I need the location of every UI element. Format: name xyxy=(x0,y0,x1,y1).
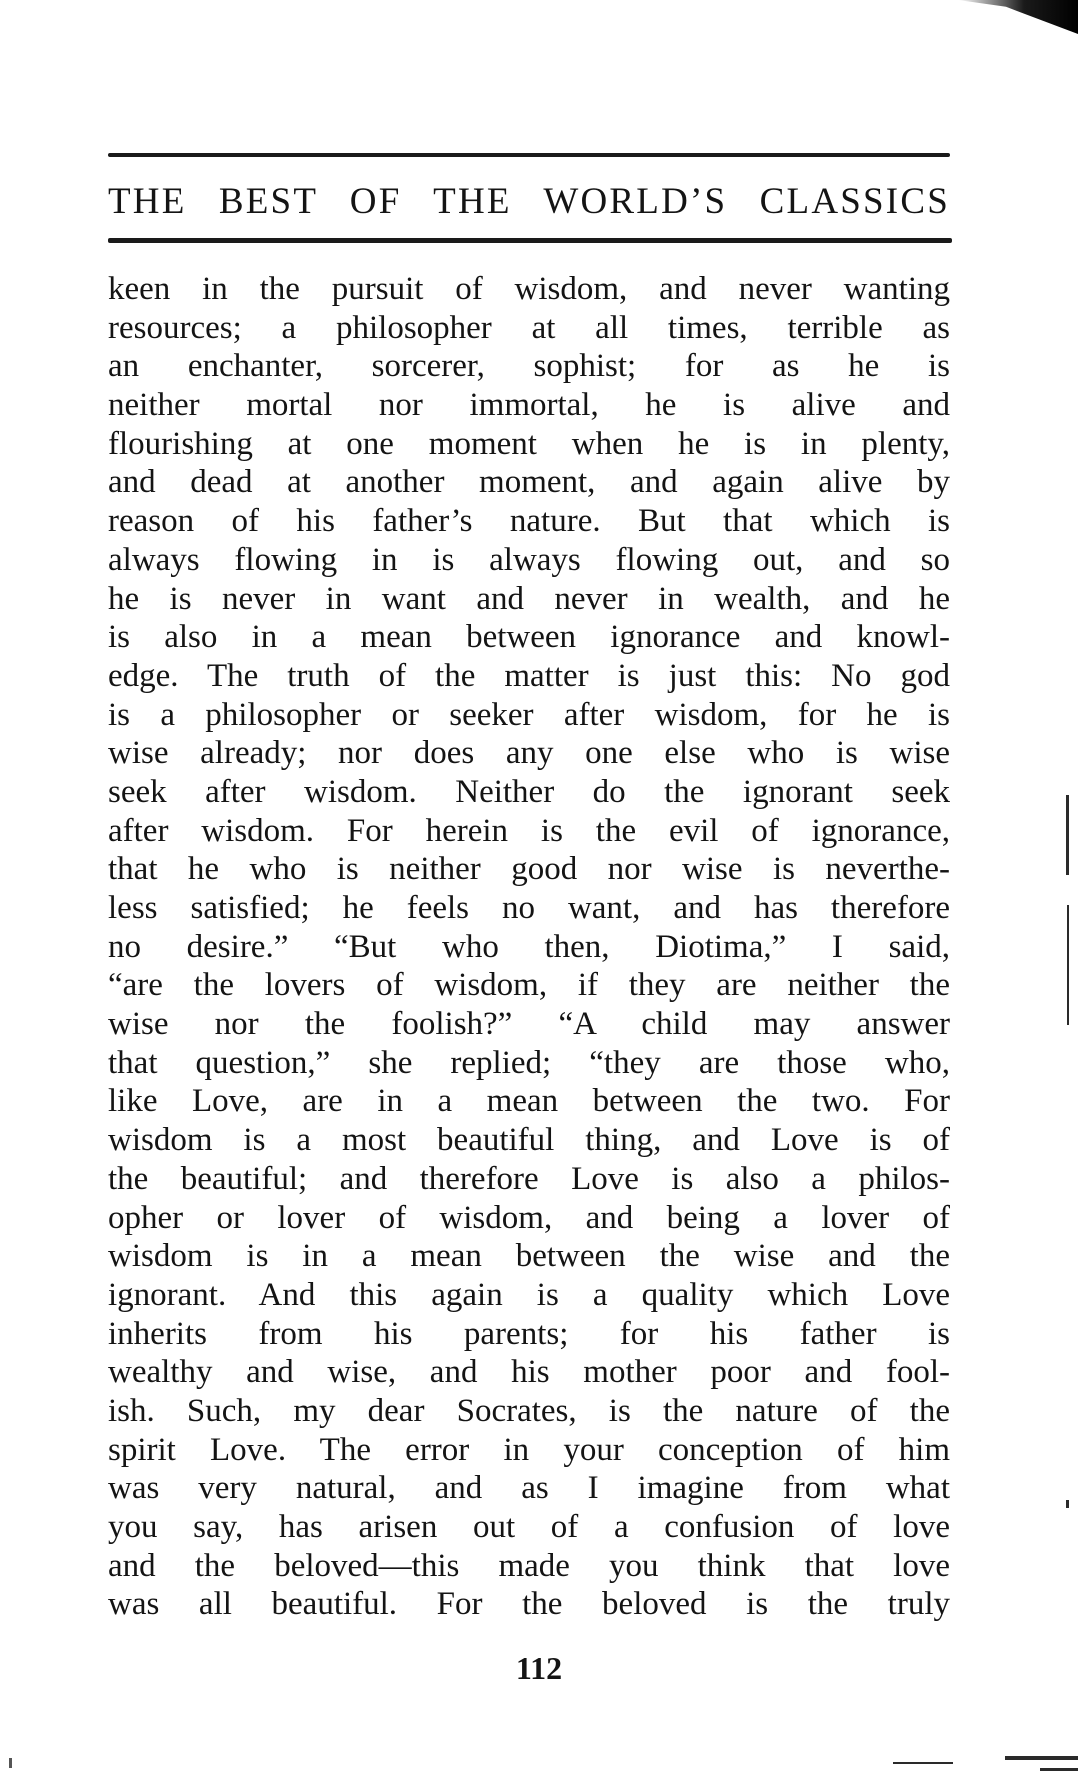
text-line: wealthy and wise, and his mother poor and fool- xyxy=(108,1354,950,1391)
text-line: was very natural, and as I imagine from what xyxy=(108,1470,950,1507)
text-line: that he who is neither good nor wise is neverthe- xyxy=(108,851,950,888)
text-line: reason of his father’s nature. But that which is xyxy=(108,503,950,540)
text-line: seek after wisdom. Neither do the ignorant seek xyxy=(108,773,950,810)
text-line: is also in a mean between ignorance and knowl- xyxy=(108,619,950,656)
text-line: you say, has arisen out of a confusion of love xyxy=(108,1509,950,1545)
text-line: and dead at another moment, and again alive by xyxy=(108,464,950,501)
text-line: an enchanter, sorcerer, sophist; for as he is xyxy=(108,348,950,385)
scan-artifact xyxy=(1005,1756,1078,1760)
text-line: wise nor the foolish?” “A child may answer xyxy=(108,1006,950,1043)
scan-artifact xyxy=(1067,905,1069,1025)
text-line: ignorant. And this again is a quality which Love xyxy=(108,1276,950,1313)
text-line: always flowing in is always flowing out, and so xyxy=(108,541,950,578)
scan-artifact xyxy=(1066,795,1069,875)
body-text xyxy=(108,270,950,1624)
text-line: he is never in want and never in wealth, and he xyxy=(108,580,950,617)
text-line: resources; a philosopher at all times, terrible as xyxy=(108,309,950,346)
text-line: ish. Such, my dear Socrates, is the nature of the xyxy=(108,1392,950,1429)
text-line: inherits from his parents; for his father is xyxy=(108,1315,950,1352)
text-line: flourishing at one moment when he is in plenty, xyxy=(108,425,950,462)
text-line: wise already; nor does any one else who is wise xyxy=(108,735,950,772)
text-line: “are the lovers of wisdom, if they are neither the xyxy=(108,967,950,1004)
text-line: neither mortal nor immortal, he is alive and xyxy=(108,387,950,424)
header-rule-top xyxy=(108,153,950,157)
text-line: was all beautiful. For the beloved is the truly xyxy=(108,1586,950,1623)
scan-artifact xyxy=(1040,1768,1078,1771)
scan-artifact xyxy=(893,1762,953,1764)
text-line: after wisdom. For herein is the evil of ignorance, xyxy=(108,812,950,849)
scan-artifact xyxy=(9,1758,12,1768)
text-line: keen in the pursuit of wisdom, and never wanting xyxy=(108,271,950,307)
text-line: wisdom is in a mean between the wise and the xyxy=(108,1238,950,1275)
text-line: is a philosopher or seeker after wisdom, for he is xyxy=(108,696,950,733)
text-line: wisdom is a most beautiful thing, and Love is of xyxy=(108,1122,950,1159)
text-line: no desire.” “But who then, Diotima,” I said, xyxy=(108,928,950,965)
text-line: that question,” she replied; “they are those who, xyxy=(108,1044,950,1081)
page-number: 112 xyxy=(515,1650,563,1686)
text-line: like Love, are in a mean between the two. For xyxy=(108,1083,950,1120)
text-line: opher or lover of wisdom, and being a lover of xyxy=(108,1199,950,1236)
scan-artifact xyxy=(1066,1500,1069,1508)
header-rule-bottom xyxy=(108,238,952,243)
text-line: less satisfied; he feels no want, and has therefore xyxy=(108,890,950,926)
running-head: THE BEST OF THE WORLD’S CLASSICS xyxy=(108,181,950,222)
text-line: spirit Love. The error in your conception of him xyxy=(108,1431,950,1468)
scan-corner-shadow xyxy=(958,0,1078,34)
text-line: edge. The truth of the matter is just this: No god xyxy=(108,657,950,694)
text-line: the beautiful; and therefore Love is also a philos- xyxy=(108,1160,950,1197)
text-line: and the beloved—this made you think that love xyxy=(108,1547,950,1584)
